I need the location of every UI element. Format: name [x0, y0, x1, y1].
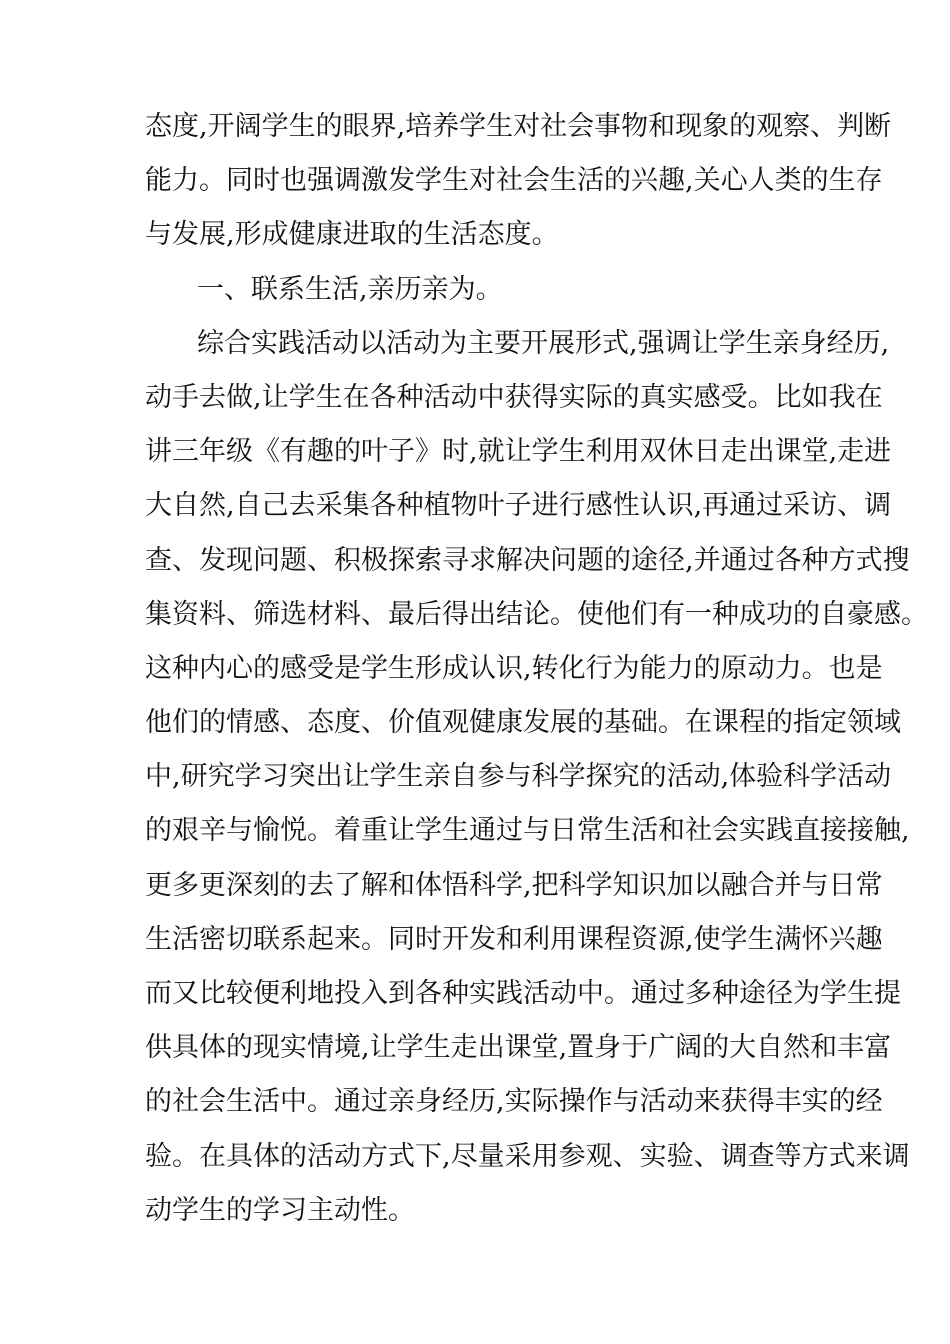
text-line: 综合实践活动以活动为主要开展形式,强调让学生亲身经历, [197, 327, 890, 359]
text-line: 能力。同时也强调激发学生对社会生活的兴趣,关心人类的生存 [145, 165, 883, 197]
text-line: 集资料、筛选材料、最后得出结论。使他们有一种成功的自豪感。 [145, 598, 928, 630]
text-line: 而又比较便利地投入到各种实践活动中。通过多种途径为学生提 [145, 978, 901, 1009]
text-line: 这种内心的感受是学生形成认识,转化行为能力的原动力。也是 [145, 652, 883, 684]
text-line: 大自然,自己去采集各种植物叶子进行感性认识,再通过采访、调 [145, 490, 892, 522]
text-line: 生活密切联系起来。同时开发和利用课程资源,使学生满怀兴趣 [145, 923, 883, 955]
text-line: 查、发现问题、积极探索寻求解决问题的途径,并通过各种方式搜 [145, 544, 910, 576]
text-line: 验。在具体的活动方式下,尽量采用参观、实验、调查等方式来调 [145, 1140, 910, 1172]
text-line: 他们的情感、态度、价值观健康发展的基础。在课程的指定领域 [145, 707, 901, 739]
body-text [145, 100, 928, 1238]
text-line: 的艰辛与愉悦。着重让学生通过与日常生活和社会实践直接接触, [145, 815, 910, 847]
text-line: 更多更深刻的去了解和体悟科学,把科学知识加以融合并与日常 [145, 869, 883, 901]
text-line: 供具体的现实情境,让学生走出课堂,置身于广阔的大自然和丰富 [145, 1032, 892, 1064]
text-line: 讲三年级《有趣的叶子》时,就让学生利用双休日走出课堂,走进 [145, 436, 892, 468]
text-line: 中,研究学习突出让学生亲自参与科学探究的活动,体验科学活动 [145, 761, 892, 793]
text-line: 动学生的学习主动性。 [145, 1194, 415, 1226]
text-line: 态度,开阔学生的眼界,培养学生对社会事物和现象的观察、判断 [145, 111, 892, 142]
text-line: 动手去做,让学生在各种活动中获得实际的真实感受。比如我在 [145, 381, 883, 413]
text-line: 与发展,形成健康进取的生活态度。 [145, 219, 559, 251]
text-line: 的社会生活中。通过亲身经历,实际操作与活动来获得丰实的经 [145, 1086, 883, 1118]
section-heading: 一、联系生活,亲历亲为。 [197, 273, 503, 305]
